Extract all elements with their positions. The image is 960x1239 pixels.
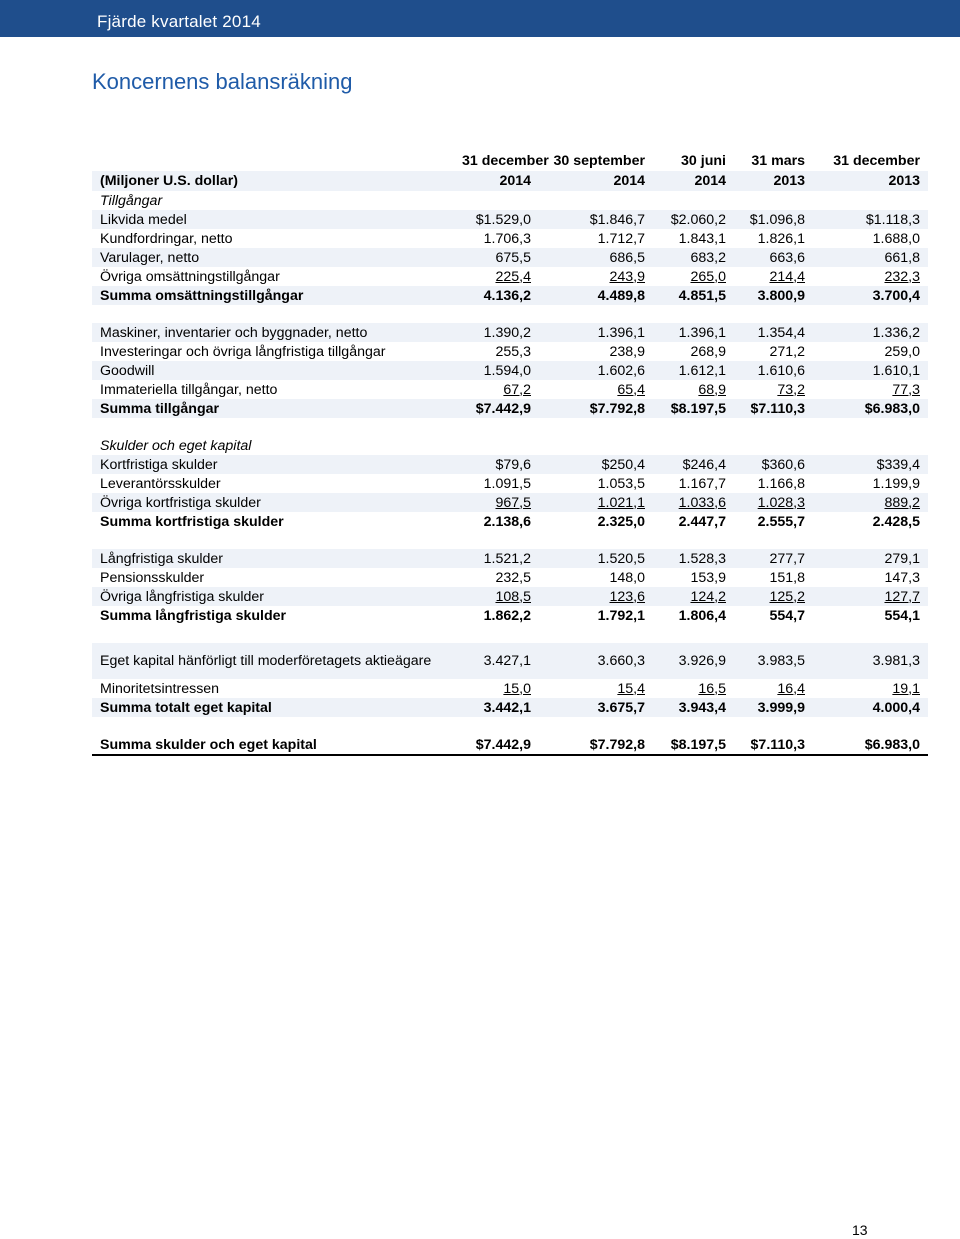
value-cell: 663,6 bbox=[734, 248, 813, 267]
value-cell: 1.594,0 bbox=[462, 361, 539, 380]
table-row bbox=[92, 493, 928, 512]
value-cell: 1.390,2 bbox=[462, 323, 539, 342]
table-row bbox=[92, 286, 928, 305]
value-cell bbox=[539, 267, 653, 286]
value-cell: 1.396,1 bbox=[539, 323, 653, 342]
value-text: 967,5 bbox=[495, 494, 531, 511]
value-cell: 2.428,5 bbox=[872, 513, 920, 530]
value-cell: 661,8 bbox=[813, 248, 928, 267]
section-heading-assets bbox=[92, 191, 928, 210]
column-year: 2013 bbox=[734, 171, 813, 191]
value-text: 15,4 bbox=[617, 680, 645, 697]
value-text: 1.028,3 bbox=[757, 494, 805, 511]
value-cell: 2.138,6 bbox=[483, 513, 531, 530]
row-label: Övriga kortfristiga skulder bbox=[92, 493, 462, 512]
table-row bbox=[92, 267, 928, 286]
value-cell: 4.000,4 bbox=[813, 698, 928, 717]
value-cell: 686,5 bbox=[539, 248, 653, 267]
column-year: 2013 bbox=[813, 171, 928, 191]
value-cell bbox=[539, 493, 653, 512]
value-cell bbox=[813, 267, 928, 286]
value-cell: $360,6 bbox=[734, 455, 813, 474]
value-cell: 1.166,8 bbox=[757, 475, 805, 492]
value-cell: 1.053,5 bbox=[597, 475, 645, 492]
table-row bbox=[92, 606, 928, 625]
value-cell: 554,7 bbox=[769, 607, 805, 624]
row-label: Övriga långfristiga skulder bbox=[92, 587, 462, 606]
value-cell: 148,0 bbox=[609, 569, 645, 586]
value-cell bbox=[653, 267, 734, 286]
value-cell: 2.447,7 bbox=[678, 513, 726, 530]
section-heading-liabilities bbox=[92, 436, 928, 455]
value-cell: $6.983,0 bbox=[813, 399, 928, 418]
value-cell bbox=[462, 380, 539, 399]
value-cell: $8.197,5 bbox=[653, 399, 734, 418]
value-cell: $339,4 bbox=[813, 455, 928, 474]
table-row bbox=[92, 229, 928, 248]
balance-sheet-table bbox=[92, 151, 928, 756]
value-cell: $7.442,9 bbox=[462, 735, 539, 755]
value-cell bbox=[653, 493, 734, 512]
value-cell bbox=[813, 493, 928, 512]
value-cell: 1.610,1 bbox=[813, 361, 928, 380]
value-cell: 3.800,9 bbox=[734, 286, 813, 305]
value-cell: $7.110,3 bbox=[734, 399, 813, 418]
row-label: Goodwill bbox=[92, 361, 462, 380]
value-cell: $1.096,8 bbox=[734, 210, 813, 229]
value-cell: 279,1 bbox=[813, 549, 928, 568]
row-label: Pensionsskulder bbox=[100, 569, 205, 586]
value-cell: $6.983,0 bbox=[813, 735, 928, 755]
value-cell: 153,9 bbox=[690, 569, 726, 586]
spacer-row bbox=[92, 531, 928, 549]
value-text: 68,9 bbox=[698, 381, 726, 398]
value-cell: 1.199,9 bbox=[872, 475, 920, 492]
value-cell: 1.792,1 bbox=[597, 607, 645, 624]
value-cell: 147,3 bbox=[884, 569, 920, 586]
value-cell: 1.712,7 bbox=[597, 230, 645, 247]
value-cell: 1.706,3 bbox=[483, 230, 531, 247]
table-row bbox=[92, 455, 928, 474]
value-cell bbox=[734, 493, 813, 512]
value-cell: 3.427,1 bbox=[462, 643, 539, 679]
value-cell bbox=[539, 380, 653, 399]
value-cell: 1.354,4 bbox=[734, 323, 813, 342]
row-label: Likvida medel bbox=[92, 210, 462, 229]
value-cell: $2.060,2 bbox=[653, 210, 734, 229]
value-cell bbox=[734, 380, 813, 399]
value-cell: 1.688,0 bbox=[872, 230, 920, 247]
column-year: 2014 bbox=[462, 171, 539, 191]
value-cell: 3.943,4 bbox=[653, 698, 734, 717]
column-date: 31 december bbox=[462, 153, 549, 169]
value-cell: 3.442,1 bbox=[462, 698, 539, 717]
value-text: 127,7 bbox=[884, 588, 920, 605]
table-row bbox=[92, 399, 928, 418]
value-text: 16,5 bbox=[698, 680, 726, 697]
value-cell: 4.489,8 bbox=[539, 286, 653, 305]
value-text: 15,0 bbox=[503, 680, 531, 697]
value-text: 73,2 bbox=[777, 381, 805, 398]
header-row-dates bbox=[92, 151, 928, 171]
value-cell: 3.660,3 bbox=[539, 643, 653, 679]
value-cell: 4.851,5 bbox=[653, 286, 734, 305]
value-cell: $246,4 bbox=[653, 455, 734, 474]
value-cell bbox=[734, 267, 813, 286]
table-row bbox=[92, 380, 928, 399]
value-cell bbox=[653, 679, 734, 698]
value-cell: 3.983,5 bbox=[734, 643, 813, 679]
spacer-row bbox=[92, 418, 928, 436]
value-cell: 4.136,2 bbox=[462, 286, 539, 305]
header-title: Fjärde kvartalet 2014 bbox=[97, 12, 261, 31]
value-cell: 683,2 bbox=[653, 248, 734, 267]
row-label: Summa kortfristiga skulder bbox=[100, 513, 284, 530]
value-cell: 1.528,3 bbox=[653, 549, 734, 568]
table-row bbox=[92, 698, 928, 717]
header-row-years bbox=[92, 171, 928, 191]
value-text: 125,2 bbox=[769, 588, 805, 605]
value-cell bbox=[734, 679, 813, 698]
table-row bbox=[92, 679, 928, 698]
row-label: Investeringar och övriga långfristiga tillgångar bbox=[100, 343, 386, 360]
value-cell: 259,0 bbox=[884, 343, 920, 360]
value-cell: 1.610,6 bbox=[734, 361, 813, 380]
value-cell bbox=[539, 587, 653, 606]
value-cell: 554,1 bbox=[884, 607, 920, 624]
value-cell bbox=[462, 267, 539, 286]
column-date: 30 juni bbox=[681, 153, 726, 169]
value-cell: $7.442,9 bbox=[462, 399, 539, 418]
value-cell: 2.555,7 bbox=[757, 513, 805, 530]
value-cell: $250,4 bbox=[539, 455, 653, 474]
value-cell: 238,9 bbox=[609, 343, 645, 360]
value-cell bbox=[653, 380, 734, 399]
value-text: 214,4 bbox=[769, 268, 805, 285]
value-cell: 3.700,4 bbox=[813, 286, 928, 305]
value-text: 123,6 bbox=[609, 588, 645, 605]
value-cell: 3.926,9 bbox=[653, 643, 734, 679]
value-cell: 268,9 bbox=[690, 343, 726, 360]
section-label: Skulder och eget kapital bbox=[100, 437, 252, 454]
value-cell: 1.091,5 bbox=[483, 475, 531, 492]
value-cell: 255,3 bbox=[495, 343, 531, 360]
row-label: Varulager, netto bbox=[92, 248, 462, 267]
value-cell: 232,5 bbox=[495, 569, 531, 586]
section-label: Tillgångar bbox=[100, 192, 163, 209]
value-cell: 277,7 bbox=[734, 549, 813, 568]
header-empty-cell bbox=[92, 151, 462, 171]
value-cell bbox=[813, 679, 928, 698]
value-cell: 271,2 bbox=[769, 343, 805, 360]
row-label: Kortfristiga skulder bbox=[92, 455, 462, 474]
value-text: 77,3 bbox=[892, 381, 920, 398]
spacer-row bbox=[92, 717, 928, 735]
row-label: Övriga omsättningstillgångar bbox=[100, 268, 280, 285]
table-row bbox=[92, 735, 928, 755]
page-number: 13 bbox=[852, 1222, 868, 1238]
value-cell: $1.118,3 bbox=[813, 210, 928, 229]
column-year: 2014 bbox=[653, 171, 734, 191]
table-row bbox=[92, 549, 928, 568]
value-cell bbox=[539, 679, 653, 698]
row-label: Minoritetsintressen bbox=[100, 680, 220, 697]
value-text: 1.033,6 bbox=[678, 494, 726, 511]
value-cell: 1.843,1 bbox=[678, 230, 726, 247]
table-row bbox=[92, 587, 928, 606]
value-text: 889,2 bbox=[884, 494, 920, 511]
value-cell: 675,5 bbox=[462, 248, 539, 267]
value-cell: $8.197,5 bbox=[653, 735, 734, 755]
value-cell: $7.792,8 bbox=[539, 735, 653, 755]
value-text: 265,0 bbox=[690, 268, 726, 285]
row-label: Immateriella tillgångar, netto bbox=[100, 381, 278, 398]
value-cell bbox=[462, 493, 539, 512]
value-cell bbox=[462, 587, 539, 606]
value-cell: 1.826,1 bbox=[757, 230, 805, 247]
value-text: 1.021,1 bbox=[597, 494, 645, 511]
value-cell: $7.110,3 bbox=[734, 735, 813, 755]
column-year: 2014 bbox=[539, 171, 653, 191]
value-cell: $79,6 bbox=[462, 455, 539, 474]
value-cell: 3.999,9 bbox=[734, 698, 813, 717]
value-cell: 1.806,4 bbox=[678, 607, 726, 624]
value-cell: 2.325,0 bbox=[597, 513, 645, 530]
column-date: 30 september bbox=[553, 153, 645, 169]
value-text: 67,2 bbox=[503, 381, 531, 398]
value-cell bbox=[734, 587, 813, 606]
table-row bbox=[92, 210, 928, 229]
row-label: Maskiner, inventarier och byggnader, netto bbox=[92, 323, 462, 342]
row-label: Summa totalt eget kapital bbox=[92, 698, 462, 717]
row-label: Långfristiga skulder bbox=[92, 549, 462, 568]
header-bar bbox=[0, 0, 960, 37]
value-text: 65,4 bbox=[617, 381, 645, 398]
value-cell: 1.862,2 bbox=[483, 607, 531, 624]
value-cell: 3.981,3 bbox=[813, 643, 928, 679]
value-text: 225,4 bbox=[495, 268, 531, 285]
value-cell: 1.336,2 bbox=[813, 323, 928, 342]
value-text: 16,4 bbox=[777, 680, 805, 697]
value-cell bbox=[462, 679, 539, 698]
table-row bbox=[92, 643, 928, 679]
value-text: 108,5 bbox=[495, 588, 531, 605]
spacer-row bbox=[92, 625, 928, 643]
value-cell: 1.612,1 bbox=[653, 361, 734, 380]
row-label: Summa långfristiga skulder bbox=[100, 607, 287, 624]
value-cell bbox=[813, 587, 928, 606]
value-cell bbox=[653, 587, 734, 606]
value-cell: $1.529,0 bbox=[462, 210, 539, 229]
value-cell: 1.167,7 bbox=[678, 475, 726, 492]
value-cell: 1.396,1 bbox=[653, 323, 734, 342]
value-cell: $7.792,8 bbox=[539, 399, 653, 418]
value-text: 243,9 bbox=[609, 268, 645, 285]
column-date: 31 mars bbox=[751, 153, 805, 169]
row-label: Summa omsättningstillgångar bbox=[92, 286, 462, 305]
table-row bbox=[92, 474, 928, 493]
value-text: 19,1 bbox=[892, 680, 920, 697]
value-cell: $1.846,7 bbox=[539, 210, 653, 229]
value-cell: 3.675,7 bbox=[539, 698, 653, 717]
row-label: Leverantörsskulder bbox=[100, 475, 221, 492]
table-row bbox=[92, 323, 928, 342]
row-label: Kundfordringar, netto bbox=[100, 230, 233, 247]
table-row bbox=[92, 248, 928, 267]
spacer-row bbox=[92, 305, 928, 323]
value-cell: 1.520,5 bbox=[539, 549, 653, 568]
column-date: 31 december bbox=[833, 153, 920, 169]
row-label: Eget kapital hänförligt till moderföretagets aktieägare bbox=[92, 643, 462, 679]
value-text: 232,3 bbox=[884, 268, 920, 285]
page-title: Koncernens balansräkning bbox=[92, 69, 353, 94]
table-row bbox=[92, 568, 928, 587]
unit-label: (Miljoner U.S. dollar) bbox=[92, 171, 462, 191]
value-text: 124,2 bbox=[690, 588, 726, 605]
table-row bbox=[92, 342, 928, 361]
value-cell: 1.602,6 bbox=[539, 361, 653, 380]
row-label: Summa tillgångar bbox=[92, 399, 462, 418]
table-row bbox=[92, 361, 928, 380]
row-label: Summa skulder och eget kapital bbox=[92, 735, 462, 755]
value-cell bbox=[813, 380, 928, 399]
value-cell: 1.521,2 bbox=[462, 549, 539, 568]
value-cell: 151,8 bbox=[769, 569, 805, 586]
table-row bbox=[92, 512, 928, 531]
